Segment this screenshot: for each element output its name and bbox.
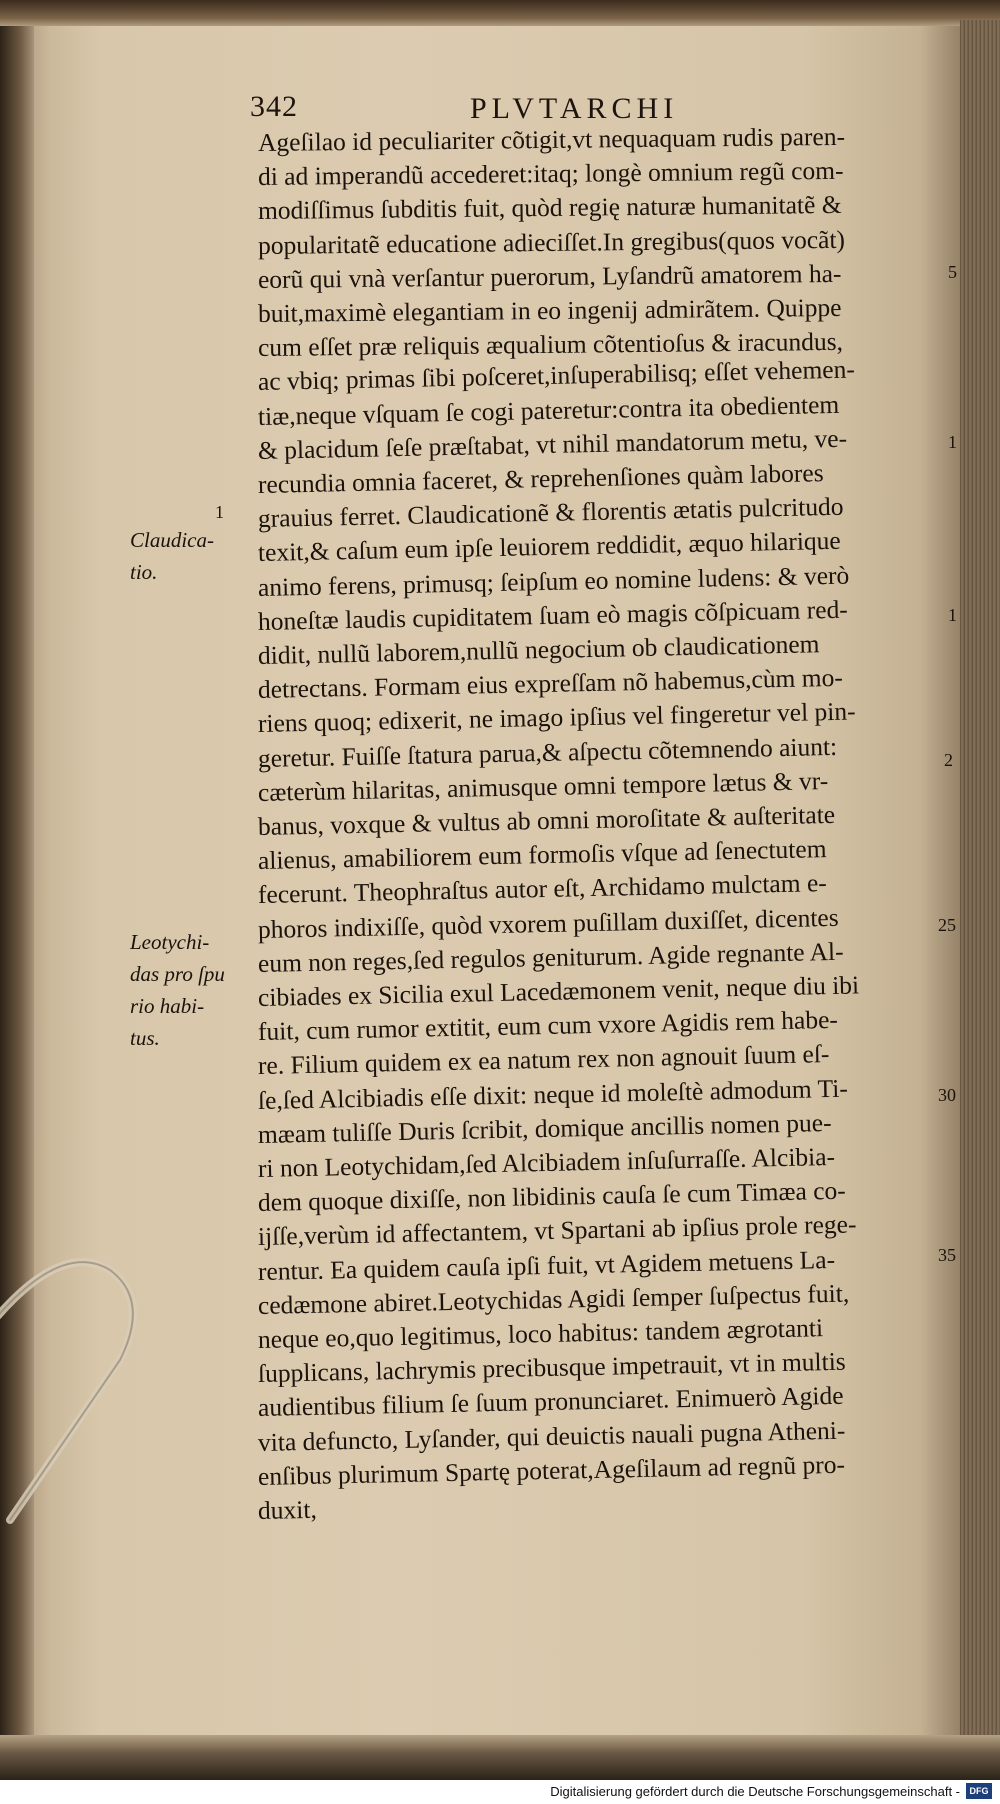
text-line: vita defuncto, Lyſander, qui deuictis nauali pugna Atheni- [257, 1415, 846, 1457]
text-line: cæterùm hilaritas, animusque omni tempore lætus & vr- [257, 765, 829, 807]
text-line: neque eo,quo legitimus, loco habitus: tandem ægrotanti [257, 1313, 824, 1354]
digitization-footer [0, 1780, 1000, 1804]
text-line: fecerunt. Theophraſtus autor eſt, Archidamo mulctam e- [257, 868, 828, 910]
text-line: banus, voxque & vultus ab omni moroſitate & auſteritate [257, 799, 836, 841]
text-line: eorũ qui vnà verſantur puerorum, Lyſandrũ amatorem ha- [257, 258, 842, 294]
text-line: & placidum ſeſe præſtabat, vt nihil mandatorum metu, ve- [257, 423, 848, 465]
text-line: Ageſilao id peculiariter cõtigit,vt nequaquam rudis paren- [257, 121, 846, 157]
page-number: 342 [250, 90, 298, 123]
marginal-note-claudicatio-1: Claudica- [130, 528, 214, 552]
text-line: geretur. Fuiſſe ſtatura parua,& aſpectu cõtemnendo aiunt: [257, 731, 838, 773]
text-line: cum eſſet præ reliquis æqualium cõtentioſus & iracundus, [257, 327, 844, 363]
text-line: ac vbiq; primas ſibi poſceret,inſuperabilisq; eſſet vehemen- [257, 354, 856, 397]
line-number: 2 [944, 750, 953, 770]
marginal-note-leotychidas-3: rio habi- [130, 994, 205, 1018]
marginal-note-claudicatio-2: tio. [130, 560, 158, 584]
marginal-note-leotychidas-1: Leotychi- [130, 930, 210, 954]
dfg-logo: DFG [966, 1783, 992, 1799]
right-page-fore-edge [960, 20, 1000, 1740]
text-line: recundia omnia faceret, & reprehenſiones quàm labores [257, 458, 824, 499]
text-line: cedæmone abiret.Leotychidas Agidi ſemper ſuſpectus fuit, [257, 1278, 850, 1320]
running-head: PLVTARCHI [470, 92, 679, 125]
text-line: fuit, cum rumor extitit, eum cum vxore Agidis rem habe- [257, 1005, 839, 1047]
paper-clip-icon [0, 1230, 150, 1530]
text-line: phoros indixiſſe, quòd vxorem puſillam duxiſſet, dicentes [257, 902, 839, 944]
text-line: popularitatẽ educatione adieciſſet.In gregibus(quos vocãt) [257, 224, 846, 260]
text-line: ijſſe,verùm id affectantem, vt Spartani ab ipſius prole rege- [257, 1209, 857, 1252]
footer-credit: Digitalisierung gefördert durch die Deutsche Forschungsgemeinschaft - [550, 1784, 960, 1799]
text-line: audientibus filium ſe ſuum pronunciaret. Enimuerò Agide [257, 1381, 844, 1423]
text-line: honeſtæ laudis cupiditatem ſuam eò magis cõſpicuam red- [257, 594, 849, 636]
text-line: di ad imperandũ accederet:itaq; longè omnium regũ com- [257, 156, 844, 192]
text-line: animo ferens, primusq; ſeipſum eo nomine ludens: & verò [257, 560, 850, 602]
text-line: texit,& caſum eum ipſe leuiorem reddidit, æquo hilarique [257, 526, 841, 568]
line-number: 35 [938, 1245, 956, 1265]
text-line: rentur. Ea quidem cauſa ipſi fuit, vt Agidem metuens La- [257, 1244, 836, 1286]
text-line: mæam tuliſſe Duris ſcribit, domique ancillis nomen pue- [257, 1107, 832, 1149]
line-number: 25 [938, 915, 956, 935]
text-line: riens quoq; edixerit, ne imago ipſius vel fingeretur vel pin- [257, 696, 856, 739]
text-line: duxit, [257, 1494, 318, 1525]
page-top-edge [0, 0, 1000, 26]
text-line: grauius ferret. Claudicationẽ & florentis ætatis pulcritudo [257, 491, 844, 534]
marginal-note-leotychidas-4: tus. [130, 1026, 160, 1050]
text-line: tiæ,neque vſquam ſe cogi pateretur:contra ita obedientem [257, 389, 840, 431]
line-number: 1 [948, 605, 957, 625]
text-line: modiſſimus ſubditis fuit, quòd regię naturæ humanitatẽ & [257, 190, 842, 226]
text-line: re. Filium quidem ex ea natum rex non agnouit ſuum eſ- [257, 1039, 830, 1081]
line-number: 5 [948, 262, 957, 282]
text-line: ri non Leotychidam,ſed Alcibiadem inſuſurraſſe. Alcibia- [257, 1141, 836, 1183]
line-number: 30 [938, 1085, 956, 1105]
text-line: detrectans. Formam eius expreſſam nõ habemus,cùm mo- [257, 662, 844, 705]
text-line: enſibus plurimum Spartę poterat,Ageſilaum ad regnũ pro- [257, 1449, 846, 1491]
marginal-marker: 1 [215, 502, 224, 522]
text-line: alienus, amabiliorem eum formoſis vſque ad ſenectutem [257, 834, 827, 876]
marginal-note-leotychidas-2: das pro ſpu [130, 962, 225, 986]
text-line: eum non reges,ſed regulos geniturum. Agide regnante Al- [257, 936, 844, 978]
text-line: ſupplicans, lachrymis precibusque impetrauit, vt in multis [257, 1346, 846, 1389]
text-line: didit, nullũ laborem,nullũ negocium ob claudicationem [257, 629, 820, 670]
page-bottom-edge [0, 1735, 1000, 1780]
line-number: 1 [948, 432, 957, 452]
text-line: buit,maximè elegantiam in eo ingenij admirãtem. Quippe [257, 292, 842, 328]
text-line: dem quoque dixiſſe, non libidinis cauſa ſe cum Timæa co- [257, 1175, 847, 1218]
text-line: ſe,ſed Alcibiadis eſſe dixit: neque id moleſtè admodum Ti- [257, 1073, 849, 1115]
text-line: cibiades ex Sicilia exul Lacedæmonem venit, neque diu ibi [257, 970, 860, 1012]
